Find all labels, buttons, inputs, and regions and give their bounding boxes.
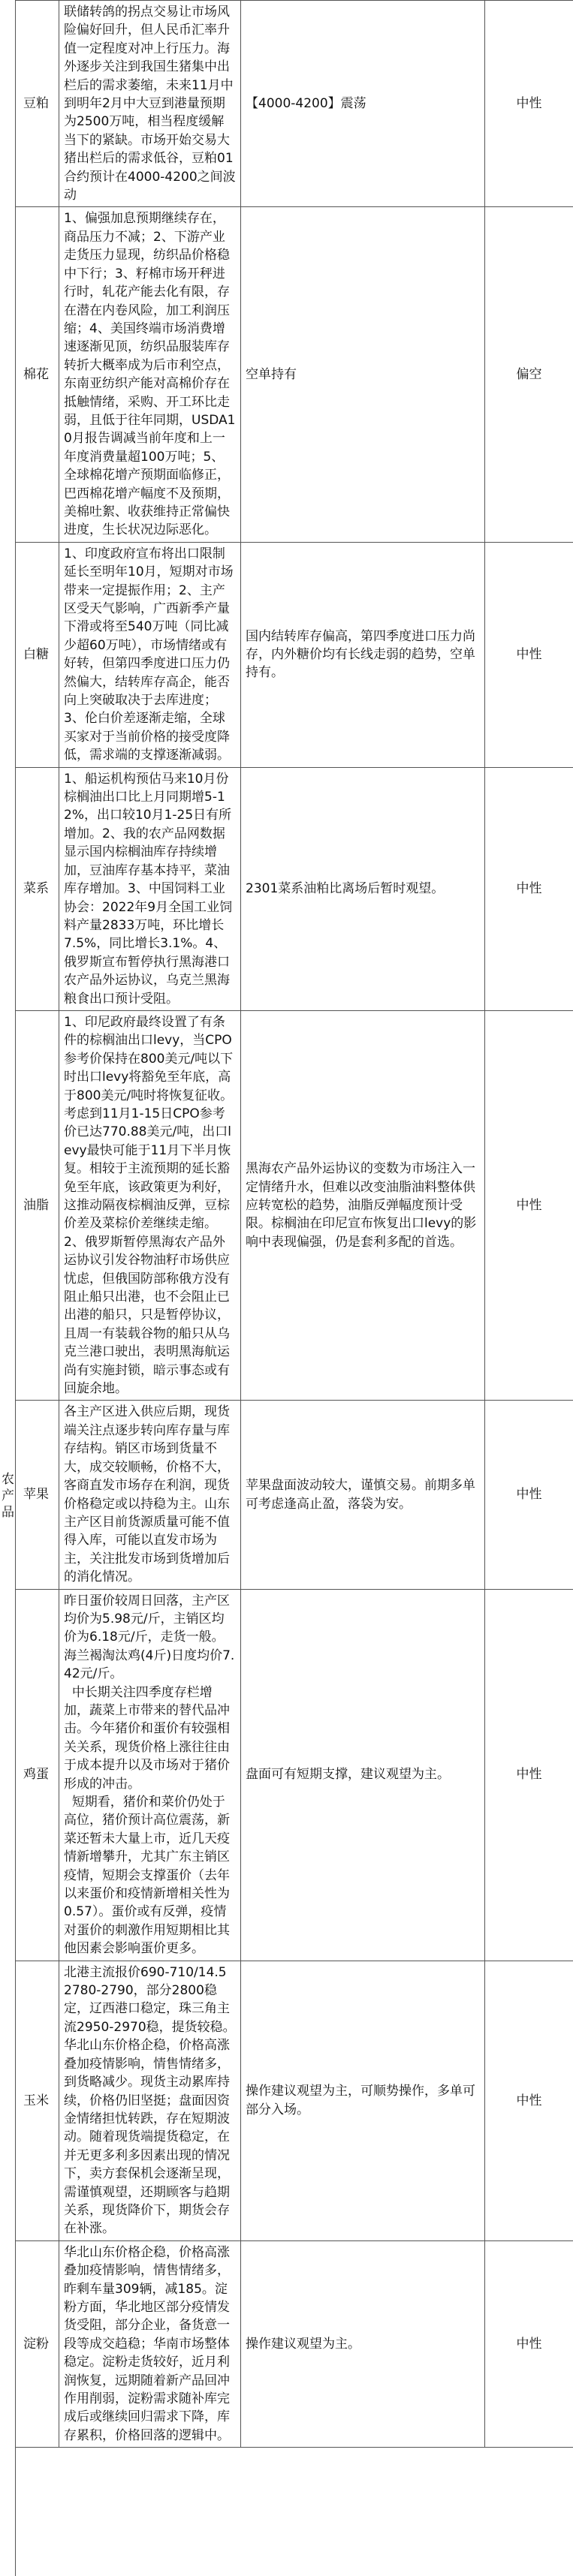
fundamental-analysis: 1、印度政府宣布将出口限制延长至明年10月，短期对市场带来一定提振作用；2、主产区受天气影响，广西新季产量下滑或将至540万吨（同比减少超60万吨），市场情绪或有好转，但第四季度进口压力仍然偏大，结转库存高企，能否向上突破取决于去库进度；3、伦白价差逐渐走缩，全球买家对于当前价格的接受度降低，需求端的支撑逐渐减弱。: [59, 542, 241, 767]
strategy-view: 苹果盘面波动较大，谨慎交易。前期多单可考虑逢高止盈，落袋为安。: [241, 1401, 485, 1589]
commodity-name: 豆粕: [16, 1, 59, 207]
fundamental-analysis: 1、印尼政府最终设置了有条件的棕榈油出口levy，当CPO参考价保持在800美元/吨以下时出口levy将豁免至年底，高于800美元/吨时将恢复征收。考虑到11月1-15日CPO参考价已达770.88美元/吨，出口levy最快可能于11月下半月恢复。相较于主流预期的延长豁免至年底，该政策更为利好，这推动隔夜棕榈油反弹，豆棕价差及菜棕价差继续走缩。2、俄罗斯暂停黑海农产品外运协议引发谷物油籽市场供应忧虑，但俄国防部称俄方没有阻止船只出港，也不会阻止已出港的船只，只是暂停协议，且周一有装载谷物的船只从乌克兰港口驶出，表明黑海航运尚有实施封锁，暗示事态或有回旋余地。: [59, 1010, 241, 1401]
bias-rating: 中性: [485, 1401, 573, 1589]
strategy-view: 黑海农产品外运协议的变数为市场注入一定情绪升水，但难以改变油脂油料整体供应转宽松的趋势，油脂反弹幅度预计受限。棕榈油在印尼宣布恢复出口levy的影响中表现偏强，仍是套利多配的首选。: [241, 1010, 485, 1401]
fundamental-analysis: 昨日蛋价较周日回落，主产区均价为5.98元/斤，主销区均价为6.18元/斤，走货一般。海兰褐淘汰鸡(4斤)日度均价7.42元/斤。 中长期关注四季度存栏增加，蔬菜上市带来的替代品冲击。今年猪价和蛋价有较强相关关系，现货价格上涨往往由于成本提升以及市场对于猪价形成的冲击。 短期看，猪价和菜价仍处于高位，猪价预计高位震荡，新菜还暂未大量上市，近几天疫情新增攀升，尤其广东主销区疫情，短期会支撑蛋价（去年以来蛋价和疫情新增相关性为0.57）。蛋价或有反弹，疫情对蛋价的刺激作用短期相比其他因素会影响蛋价更多。: [59, 1589, 241, 1961]
bias-rating: 中性: [485, 542, 573, 767]
bias-rating: 中性: [485, 767, 573, 1010]
commodity-name: 淀粉: [16, 2240, 59, 2447]
strategy-view: 国内结转库存偏高，第四季度进口压力尚存，内外糖价均有长线走弱的趋势，空单持有。: [241, 542, 485, 767]
bias-rating: 中性: [485, 1589, 573, 1961]
table-row: [16, 1010, 573, 1401]
commodity-name: 鸡蛋: [16, 1589, 59, 1961]
commodity-name: 白糖: [16, 542, 59, 767]
strategy-view: 操作建议观望为主，可顺势操作，多单可部分入场。: [241, 1961, 485, 2240]
bias-rating: 中性: [485, 1961, 573, 2240]
category-column: [0, 0, 16, 2576]
fundamental-analysis: 北港主流报价690-710/14.5 2780-2790，部分2800稳定，辽西港口稳定，珠三角主流2950-2970稳，提货较稳。华北山东价格企稳，价格高涨叠加疫情影响，情售情绪多，到货略减少。现货主动累库持续，价格仍旧坚挺；盘面因资金情绪担忧转跌，存在短期波动。随着现货端提货稳定，在并无更多利多因素出现的情况下，卖方套保机会逐渐呈现，需谨慎观望，还期顾客与趋期关系，现货降价下，期货会存在补涨。: [59, 1961, 241, 2240]
commodity-name: 苹果: [16, 1401, 59, 1589]
bias-rating: 偏空: [485, 207, 573, 542]
commodity-table: [15, 0, 573, 2448]
table-row: [16, 1401, 573, 1589]
table-row: [16, 542, 573, 767]
fundamental-analysis: 1、船运机构预估马来10月份棕榈油出口比上月同期增5-12%，出口较10月1-25日有所增加。2、我的农产品网数据显示国内棕榈油库存持续增加，豆油库存基本持平，菜油库存增加。3、中国饲料工业协会：2022年9月全国工业饲料产量2833万吨，环比增长7.5%，同比增长3.1%。4、俄罗斯宣布暂停执行黑海港口农产品外运协议，乌克兰黑海粮食出口预计受阻。: [59, 767, 241, 1010]
strategy-view: 空单持有: [241, 207, 485, 542]
commodity-name: 油脂: [16, 1010, 59, 1401]
table-row: [16, 767, 573, 1010]
strategy-view: 【4000-4200】震荡: [241, 1, 485, 207]
commodity-name: 棉花: [16, 207, 59, 542]
fundamental-analysis: 华北山东价格企稳，价格高涨叠加疫情影响，情售情绪多，昨剩车量309辆，减185。淀粉方面，华北地区部分疫情发货受阻，部分企业，备货意一段等成交趋稳；华南市场整体稳定。淀粉走货较好，近月利润恢复，远期随着新产品回冲作用削弱，淀粉需求随补库完成后或继续回归需求下降，库存累积，价格回落的逻辑中。: [59, 2240, 241, 2447]
table-row: [16, 1, 573, 207]
strategy-view: 盘面可有短期支撑，建议观望为主。: [241, 1589, 485, 1961]
bias-rating: 中性: [485, 2240, 573, 2447]
table-row: [16, 207, 573, 542]
commodity-name: 玉米: [16, 1961, 59, 2240]
category-label: 农产品: [2, 1472, 14, 1520]
bias-rating: 中性: [485, 1010, 573, 1401]
fundamental-analysis: 各主产区进入供应后期，现货端关注点逐步转向库存量与库存结构。销区市场到货量不大，成交较顺畅，价格不大，客商直发市场存在利润，现货价格稳定或以持稳为主。山东主产区目前货源质量可能不值得入库，可能以直发市场为主，关注批发市场到货增加后的消化情况。: [59, 1401, 241, 1589]
bias-rating: 中性: [485, 1, 573, 207]
fundamental-analysis: 1、偏强加息预期继续存在，商品压力不减；2、下游产业走货压力显现，纺织品价格稳中下行；3、籽棉市场开秤进行时，轧花产能去化有限，存在潜在内卷风险，加工利润压缩；4、美国终端市场消费增速逐渐见顶，纺织品服装库存转折大概率成为后市利空点，东南亚纺织产能对高棉价存在抵触情绪，采购、开工环比走弱，且低于往年同期，USDA10月报告调减当前年度和上一年度消费量超100万吨；5、全球棉花增产预期面临修正，巴西棉花增产幅度不及预期，美棉吐絮、收获维持正常偏快进度，生长状况边际恶化。: [59, 207, 241, 542]
table-row: [16, 1589, 573, 1961]
commodity-name: 菜系: [16, 767, 59, 1010]
fundamental-analysis: 联储转鸽的拐点交易让市场风险偏好回升，但人民币汇率升值一定程度对冲上行压力。海外逐步关注到我国生猪集中出栏后的需求萎缩，未来11月中到明年2月中大豆到港量预期为2500万吨，相当程度缓解当下的紧缺。市场开始交易大猪出栏后的需求低谷，豆粕01合约预计在4000-4200之间波动: [59, 1, 241, 207]
strategy-view: 操作建议观望为主。: [241, 2240, 485, 2447]
table-row: [16, 1961, 573, 2240]
strategy-view: 2301菜系油粕比离场后暂时观望。: [241, 767, 485, 1010]
table-row: [16, 2240, 573, 2447]
